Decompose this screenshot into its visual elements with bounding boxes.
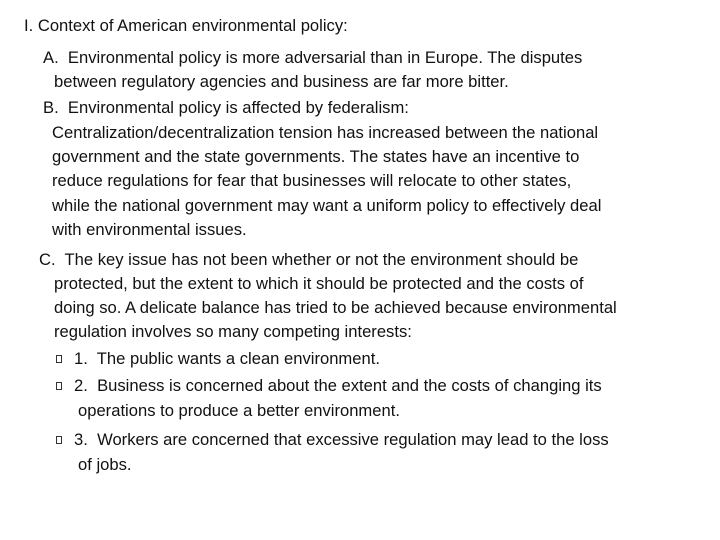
- sub-bullet-2-number: 2.: [74, 376, 88, 395]
- item-b-line-5: while the national government may want a uniform policy to effectively deal: [52, 196, 602, 215]
- item-b-line-6: with environmental issues.: [52, 220, 247, 239]
- item-b-text-1: Environmental policy is affected by federalism:: [67, 98, 409, 117]
- item-c-line-4: regulation involves so many competing interests:: [54, 322, 412, 341]
- sub-bullet-1-number: 1.: [74, 349, 88, 368]
- sub-bullet-3-text-1: Workers are concerned that excessive regulation may lead to the loss: [97, 430, 609, 449]
- item-a-line-2: between regulatory agencies and business are far more bitter.: [54, 72, 509, 91]
- sub-bullet-1: [56, 347, 380, 371]
- sub-bullet-3-text-2: of jobs.: [78, 455, 132, 474]
- item-c-text-1: The key issue has not been whether or not the environment should be: [64, 250, 579, 269]
- square-bullet-icon: [56, 355, 62, 363]
- square-bullet-icon: [56, 436, 62, 444]
- sub-bullet-3: [56, 428, 609, 452]
- square-bullet-icon: [56, 382, 62, 390]
- sub-bullet-2: [56, 374, 602, 398]
- sub-bullet-3-number: 3.: [74, 430, 88, 449]
- item-a-text-1: Environmental policy is more adversarial than in Europe. The disputes: [67, 48, 583, 67]
- item-a-line-1: [43, 46, 582, 70]
- item-b-line-3: government and the state governments. The states have an incentive to: [52, 147, 580, 166]
- item-c-line-1: [39, 248, 578, 272]
- item-a-marker: A.: [43, 48, 59, 67]
- item-b-line-1: [43, 96, 409, 120]
- item-b-marker: B.: [43, 98, 59, 117]
- item-c-marker: C.: [39, 250, 56, 269]
- sub-bullet-2-text-2: operations to produce a better environment.: [78, 401, 400, 420]
- item-c-line-3: doing so. A delicate balance has tried to be achieved because environmental: [54, 298, 617, 317]
- sub-bullet-1-text: The public wants a clean environment.: [96, 349, 380, 368]
- sub-bullet-2-text-1: Business is concerned about the extent and the costs of changing its: [97, 376, 602, 395]
- item-b-line-4: reduce regulations for fear that businesses will relocate to other states,: [52, 171, 572, 190]
- page-heading: I. Context of American environmental policy:: [24, 16, 348, 35]
- item-b-line-2: Centralization/decentralization tension has increased between the national: [52, 123, 599, 142]
- item-c-line-2: protected, but the extent to which it should be protected and the costs of: [54, 274, 584, 293]
